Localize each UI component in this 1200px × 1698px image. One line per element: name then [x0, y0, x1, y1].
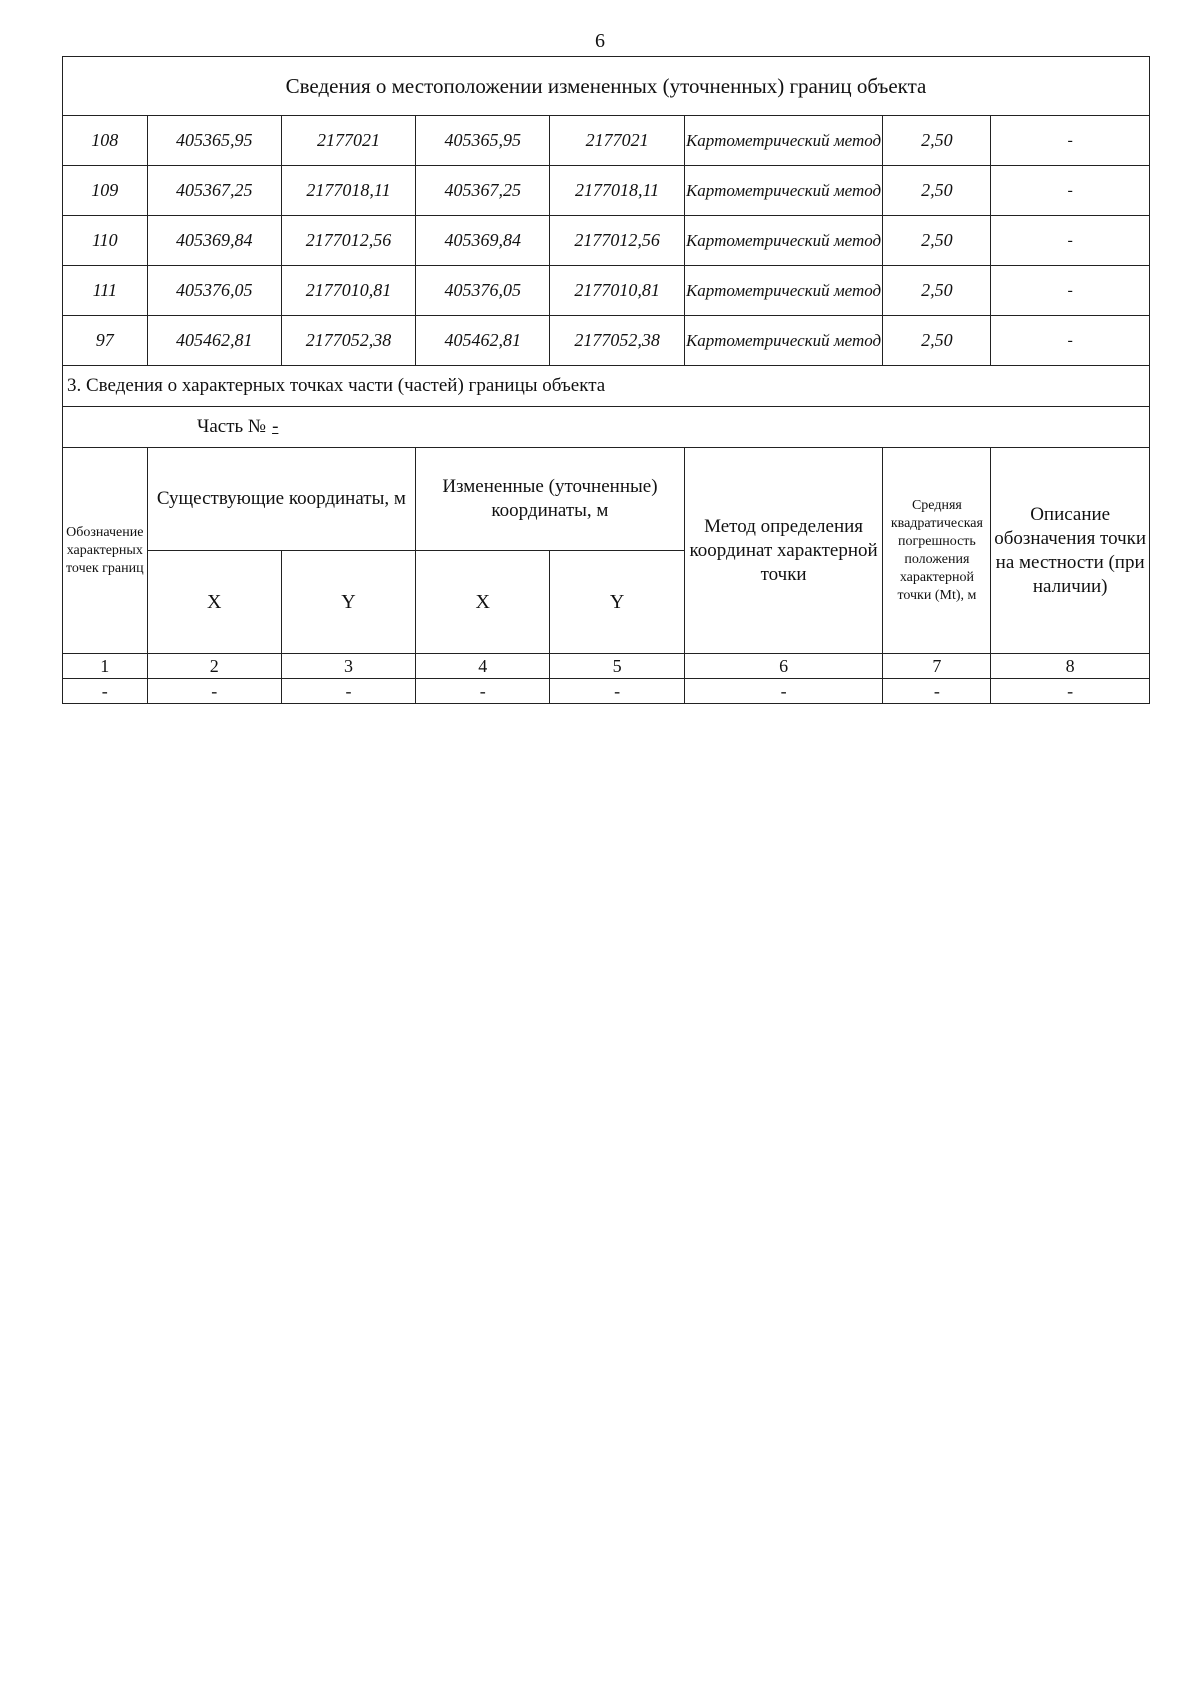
- description-cell: -: [991, 266, 1150, 316]
- y-existing-cell: 2177052,38: [281, 316, 415, 366]
- header-existing-coords: Существующие координаты, м: [147, 448, 416, 551]
- mt-cell: 2,50: [883, 116, 991, 166]
- column-number: 7: [883, 654, 991, 679]
- empty-cell: -: [63, 679, 148, 704]
- empty-cell: -: [416, 679, 550, 704]
- empty-cell: -: [991, 679, 1150, 704]
- table-row: [63, 216, 1150, 266]
- column-number: 6: [684, 654, 883, 679]
- y-changed-cell: 2177052,38: [550, 316, 684, 366]
- x-changed-cell: 405367,25: [416, 166, 550, 216]
- point-cell: 110: [63, 216, 148, 266]
- table-row: [63, 266, 1150, 316]
- y-existing-cell: 2177010,81: [281, 266, 415, 316]
- description-cell: -: [991, 316, 1150, 366]
- page-number: 6: [595, 30, 605, 52]
- table-row: [63, 679, 1150, 704]
- header-y-existing: Y: [281, 551, 415, 654]
- column-number-row: [63, 654, 1150, 679]
- column-number: 4: [416, 654, 550, 679]
- x-changed-cell: 405462,81: [416, 316, 550, 366]
- description-cell: -: [991, 116, 1150, 166]
- description-cell: -: [991, 166, 1150, 216]
- description-cell: -: [991, 216, 1150, 266]
- header-description: Описание обозначения точки на местности (при наличии): [991, 448, 1150, 654]
- header-changed-coords: Измененные (уточненные) координаты, м: [416, 448, 685, 551]
- y-changed-cell: 2177010,81: [550, 266, 684, 316]
- table-row: [63, 166, 1150, 216]
- mt-cell: 2,50: [883, 266, 991, 316]
- column-number: 5: [550, 654, 684, 679]
- header-point-designation: Обозначение характерных точек границ: [63, 448, 148, 654]
- part-value: -: [272, 416, 279, 437]
- column-number: 2: [147, 654, 281, 679]
- y-existing-cell: 2177012,56: [281, 216, 415, 266]
- empty-cell: -: [550, 679, 684, 704]
- section3-title: 3. Сведения о характерных точках части (частей) границы объекта: [63, 366, 1150, 407]
- table-row: [63, 116, 1150, 166]
- point-cell: 108: [63, 116, 148, 166]
- method-cell: Картометрический метод: [684, 316, 883, 366]
- x-existing-cell: 405376,05: [147, 266, 281, 316]
- header-x-existing: X: [147, 551, 281, 654]
- method-cell: Картометрический метод: [684, 116, 883, 166]
- y-existing-cell: 2177021: [281, 116, 415, 166]
- empty-cell: -: [883, 679, 991, 704]
- y-existing-cell: 2177018,11: [281, 166, 415, 216]
- method-cell: Картометрический метод: [684, 266, 883, 316]
- boundary-table: [62, 56, 1150, 704]
- y-changed-cell: 2177018,11: [550, 166, 684, 216]
- column-number: 8: [991, 654, 1150, 679]
- part-label: Часть №: [197, 416, 267, 437]
- empty-cell: -: [281, 679, 415, 704]
- column-number: 1: [63, 654, 148, 679]
- table-row: [63, 316, 1150, 366]
- y-changed-cell: 2177021: [550, 116, 684, 166]
- x-changed-cell: 405369,84: [416, 216, 550, 266]
- part-number-row: [63, 407, 1150, 448]
- point-cell: 109: [63, 166, 148, 216]
- x-existing-cell: 405367,25: [147, 166, 281, 216]
- header-x-changed: X: [416, 551, 550, 654]
- point-cell: 111: [63, 266, 148, 316]
- header-y-changed: Y: [550, 551, 684, 654]
- header-method: Метод определения координат характерной точки: [684, 448, 883, 654]
- y-changed-cell: 2177012,56: [550, 216, 684, 266]
- x-existing-cell: 405369,84: [147, 216, 281, 266]
- section-title: Сведения о местоположении измененных (уточненных) границ объекта: [63, 57, 1150, 116]
- empty-cell: -: [684, 679, 883, 704]
- method-cell: Картометрический метод: [684, 166, 883, 216]
- point-cell: 97: [63, 316, 148, 366]
- mt-cell: 2,50: [883, 166, 991, 216]
- x-existing-cell: 405462,81: [147, 316, 281, 366]
- column-number: 3: [281, 654, 415, 679]
- header-mt: Средняя квадратическая погрешность положения характерной точки (Mt), м: [883, 448, 991, 654]
- x-changed-cell: 405376,05: [416, 266, 550, 316]
- mt-cell: 2,50: [883, 316, 991, 366]
- x-existing-cell: 405365,95: [147, 116, 281, 166]
- mt-cell: 2,50: [883, 216, 991, 266]
- method-cell: Картометрический метод: [684, 216, 883, 266]
- empty-cell: -: [147, 679, 281, 704]
- x-changed-cell: 405365,95: [416, 116, 550, 166]
